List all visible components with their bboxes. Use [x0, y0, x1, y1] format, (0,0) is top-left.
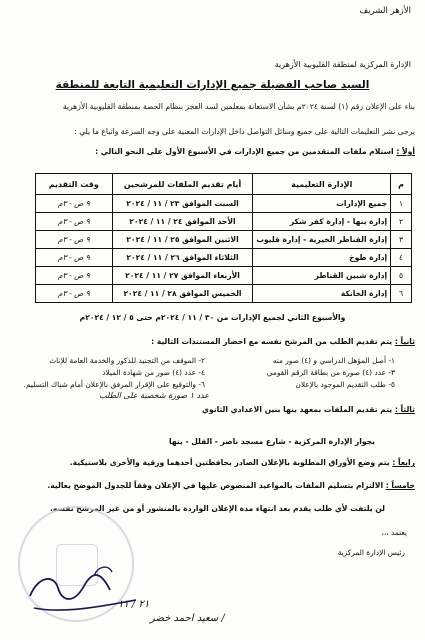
row-num: ٦: [391, 285, 412, 303]
section-fifth-text: الالتزام بتسليم الملفات بالمواعيد المنصوص عليها في الإعلان وفقاً للجدول الموضح بعاليه.: [47, 481, 384, 490]
row-days: السبت الموافق ٢٣ / ١١ / ٢٠٢٤: [112, 195, 253, 213]
row-time: ٩ ص - ٣م: [36, 231, 113, 249]
header-time: وقت التقديم: [36, 174, 113, 195]
row-time: ٩ ص - ٣م: [36, 249, 113, 267]
section-first: [10, 146, 415, 157]
section-third-label: ثالثاً :: [394, 405, 415, 414]
table-header-row: [36, 174, 412, 195]
section-first-text: استلام ملفات المتقدمين من جميع الإدارات في الأسبوع الأول على النحو التالي :: [95, 147, 394, 156]
location-line: بجوار الإدارة المركزية - شارع مسجد ناصر - الفلل - بنها: [169, 437, 375, 446]
row-dept: إدارة بنها - إدارة كفر شكر: [253, 213, 391, 231]
header-department: الإدارة المركزية لمنطقة القليوبية الأزهرية: [274, 60, 411, 69]
second-week-note: والأسبوع الثاني لجميع الإدارات من ٣٠ / ١١ / ٢٠٢٤م حتى ٥ / ١٢ / ٢٠٢٤م: [79, 313, 346, 322]
row-num: ٣: [391, 231, 412, 249]
table-row: [36, 267, 412, 285]
handwritten-name: / سعيد احمد خضر: [150, 613, 225, 624]
doc-item: ٤- عدد (٤) صور من شهادة الميلاد: [102, 368, 205, 377]
header-org: الأزهر الشريف: [359, 6, 411, 16]
row-time: ٩ ص - ٣م: [36, 267, 113, 285]
table-row: [36, 231, 412, 249]
row-dept: إدارة القناطر الخيرية - إدارة قليوب: [253, 231, 391, 249]
section-fourth-label: رابعاً :: [392, 458, 415, 467]
row-days: الخميس الموافق ٢٨ / ١١ / ٢٠٢٤: [112, 285, 253, 303]
row-days: الأحد الموافق ٢٤ / ١١ / ٢٠٢٤: [112, 213, 253, 231]
row-time: ٩ ص - ٣م: [36, 285, 113, 303]
row-dept: إدارة الخانكة: [253, 285, 391, 303]
doc-item: ٥- طلب التقديم الموجود بالإعلان: [295, 380, 395, 389]
signatory-title: رئيس الإدارة المركزية: [337, 548, 405, 557]
row-time: ٩ ص - ٣م: [36, 213, 113, 231]
header-days: أيام تقديم الملفات للمرشحين: [112, 174, 253, 195]
section-third-text: يتم تقديم الملفات بمعهد بنها بنين الاعدادي الثانوي: [202, 405, 393, 414]
intro-line-2: يرجى نشر التعليمات التالية على جميع وسائل التواصل داخل الإدارات المعنية على وجه السرعة واتباع ما يلي :: [74, 127, 415, 136]
row-dept: جميع الإدارات: [253, 195, 391, 213]
doc-item: ٦- والتوقيع على الإقرار المرفق بالإعلان أمام شباك التسليم.: [23, 380, 205, 389]
schedule-table: [35, 173, 412, 303]
section-fourth-text: يتم وضع الأوراق المطلوبة بالإعلان الصادر بحافظتين أحدهما ورقية والأخرى بلاستيكية.: [69, 458, 390, 467]
section-second: [10, 336, 415, 347]
row-num: ٥: [391, 267, 412, 285]
row-dept: إدارة شبين القناطر: [253, 267, 391, 285]
handwritten-date: ٢١ / ١١: [118, 599, 150, 610]
row-days: الاثنين الموافق ٢٥ / ١١ / ٢٠٢٤: [112, 231, 253, 249]
row-days: الثلاثاء الموافق ٢٦ / ١١ / ٢٠٢٤: [112, 249, 253, 267]
table-row: [36, 249, 412, 267]
section-fifth-label: خامساً :: [385, 481, 415, 490]
table-row: [36, 285, 412, 303]
header-num: م: [391, 174, 412, 195]
table-row: [36, 195, 412, 213]
doc-item: ١- أصل المؤهل الدراسي و (٤) صور منه: [272, 356, 395, 365]
warning-note: لن يلتفت لأي طلب يقدم بعد انتهاء مدة الإعلان الواردة بالمنشور أو من غير المرشح نفسه.: [50, 504, 385, 513]
doc-item: ٢- الموقف من التجنيد للذكور والخدمة العامة للإناث: [49, 356, 205, 365]
section-second-text: يتم تقديم الطلب من المرشح نفسه مع احضار المستندات التالية :: [151, 337, 393, 346]
section-third: [10, 404, 415, 415]
section-fifth: [10, 480, 415, 491]
section-second-label: ثانياً :: [394, 337, 415, 346]
doc-item: ٣- عدد (٤) صورة من بطاقة الرقم القومي: [266, 368, 395, 377]
section-first-label: أولاً :: [396, 147, 415, 156]
section-fourth: [10, 457, 415, 468]
row-num: ٢: [391, 213, 412, 231]
addressee-title: السيد صاحب الفضيلة جميع الإدارات التعليمية التابعة للمنطقة: [55, 79, 370, 91]
row-time: ٩ ص - ٣م: [36, 195, 113, 213]
handwritten-signature: [24, 556, 144, 626]
row-dept: إدارة طوخ: [253, 249, 391, 267]
handwritten-note: عدد ١ صورة شخصية على الطلب: [99, 391, 209, 400]
intro-line-1: بناء على الإعلان رقم (١) لسنة ٢٠٢٤م بشأن الاستعانة بمعلمين لسد العجز بنظام الحصة بمنطقة القليوبية الأزهرية: [62, 102, 415, 111]
row-num: ٤: [391, 249, 412, 267]
table-row: [36, 213, 412, 231]
header-dept: الإدارة التعليمية: [253, 174, 391, 195]
row-num: ١: [391, 195, 412, 213]
row-days: الأربعاء الموافق ٢٧ / ١١ / ٢٠٢٤: [112, 267, 253, 285]
closing-text: يعتمد ،،،: [381, 528, 407, 537]
